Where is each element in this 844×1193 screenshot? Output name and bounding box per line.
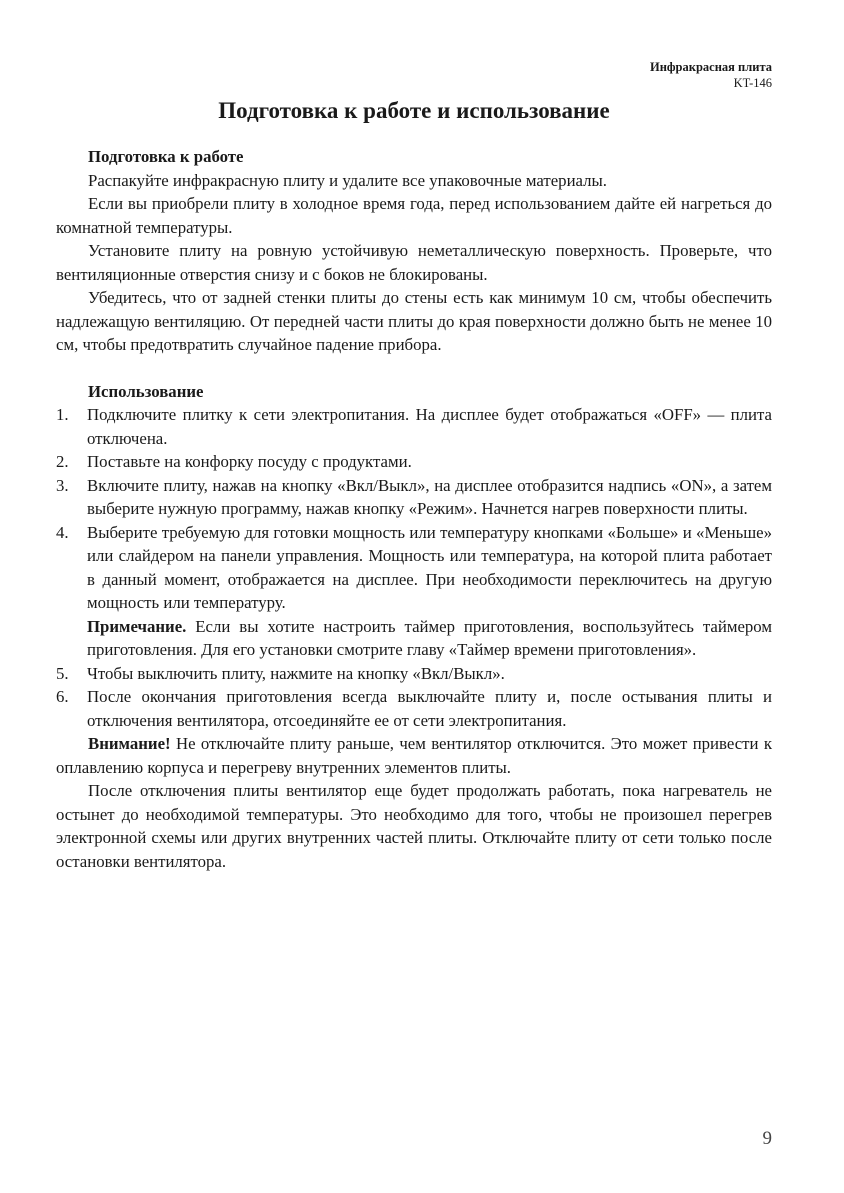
step-text: Поставьте на конфорку посуду с продуктами. — [87, 452, 412, 471]
list-item — [56, 662, 772, 686]
page-title: Подготовка к работе и использование — [218, 98, 610, 123]
prep-heading: Подготовка к работе — [88, 147, 244, 166]
list-item — [56, 521, 772, 662]
warning-label: Внимание! — [88, 734, 171, 753]
usage-heading: Использование — [88, 381, 204, 401]
final-paragraph: После отключения плиты вентилятор еще будет продолжать работать, пока нагреватель не остынет до необходимой температуры. Это необходимо для того, чтобы не произошел перегрев электронной схемы или других внутренних частей плиты. Отключайте плиту от сети только после остановки вентилятора. — [56, 781, 772, 871]
running-header — [650, 59, 772, 91]
header-product-name: Инфракрасная плита — [649, 60, 772, 74]
header-model-number: KT-146 — [733, 76, 772, 90]
warning-paragraph — [56, 732, 772, 779]
prep-paragraph-1: Распакуйте инфракрасную плиту и удалите все упаковочные материалы. — [88, 170, 607, 190]
prep-paragraph-2: Если вы приобрели плиту в холодное время года, перед использованием дайте ей нагреться до комнатной температуры. — [56, 194, 772, 237]
step-text: Чтобы выключить плиту, нажмите на кнопку «Вкл/Выкл». — [87, 663, 505, 683]
warning-text: Не отключайте плиту раньше, чем вентилятор отключится. Это может привести к оплавлению корпуса и перегреву внутренних элементов плиты. — [56, 734, 772, 777]
step-text: После окончания приготовления всегда выключайте плиту и, после остывания плиты и отключения вентилятора, отсоединяйте ее от сети электропитания. — [87, 687, 772, 730]
note-label: Примечание. — [87, 616, 187, 636]
list-item — [56, 685, 772, 732]
step-text: Выберите требуемую для готовки мощность или температуру кнопками «Больше» и «Меньше» или слайдером на панели управления. Мощность или температура, на которой плита работает в данный момент, отображается на дисплее. При необходимости переключитесь на другую мощность или температуру. — [87, 522, 772, 612]
step-note — [87, 615, 772, 662]
note-text: Если вы хотите настроить таймер приготовления, воспользуйтесь таймером приготовления. Для его установки смотрите главу «Таймер времени приготовления». — [87, 616, 772, 659]
page-body — [56, 145, 772, 873]
list-item — [56, 450, 772, 474]
page-number: 9 — [762, 1128, 772, 1149]
manual-page — [56, 0, 772, 1193]
step-number: 4. — [56, 522, 69, 542]
prep-paragraph-3: Установите плиту на ровную устойчивую неметаллическую поверхность. Проверьте, что вентиляционные отверстия снизу и с боков не блокированы. — [56, 241, 772, 284]
step-text: Подключите плитку к сети электропитания. На дисплее будет отображаться «OFF» — плита отключена. — [87, 405, 772, 448]
step-number: 5. — [56, 663, 69, 683]
section-spacer — [56, 357, 772, 380]
step-text: Включите плиту, нажав на кнопку «Вкл/Выкл», на дисплее отобразится надпись «ON», а затем выберите нужную программу, нажав кнопку «Режим». Начнется нагрев поверхности плиты. — [87, 475, 772, 518]
list-item — [56, 474, 772, 521]
step-number: 3. — [56, 475, 69, 495]
step-number: 2. — [56, 452, 69, 471]
step-number: 1. — [56, 405, 69, 424]
usage-steps-list — [56, 403, 772, 732]
list-item — [56, 403, 772, 450]
step-number: 6. — [56, 687, 69, 706]
prep-paragraph-4: Убедитесь, что от задней стенки плиты до стены есть как минимум 10 см, чтобы обеспечить надлежащую вентиляцию. От передней части плиты до края поверхности должно быть не менее 10 см, чтобы предотвратить случайное падение прибора. — [56, 288, 772, 354]
